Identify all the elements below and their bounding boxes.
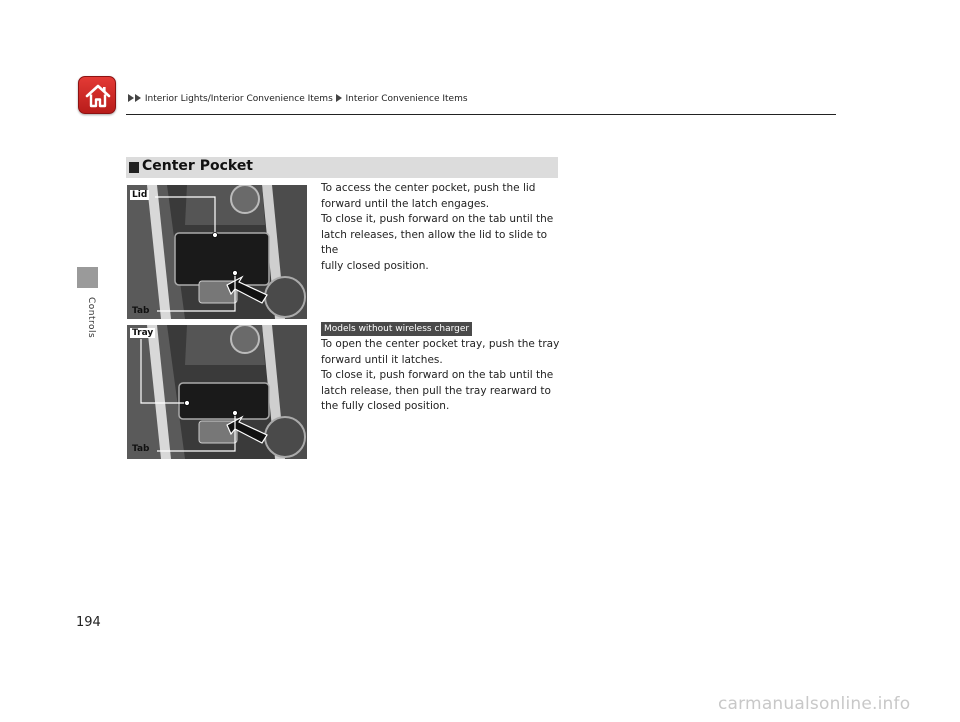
chapter-label: Controls [86, 297, 96, 339]
home-icon [84, 82, 112, 110]
watermark: carmanualsonline.info [718, 694, 911, 714]
triangle-right-icon [128, 94, 134, 102]
breadcrumb-current[interactable]: Interior Convenience Items [345, 94, 468, 104]
header-divider [126, 114, 836, 115]
page-number: 194 [76, 615, 101, 630]
center-pocket-lid-photo [127, 185, 307, 319]
text-line: forward until the latch engages. [321, 197, 490, 210]
text-line: forward until it latches. [321, 353, 443, 366]
text-line: To close it, push forward on the tab until the [321, 213, 554, 226]
triangle-right-icon [336, 94, 342, 102]
center-pocket-tray-photo [127, 325, 307, 459]
text-line: latch release, then pull the tray rearward to [321, 384, 551, 397]
tray-instructions [321, 337, 561, 415]
figure-label-tab: Tab [132, 444, 150, 454]
section-heading [126, 157, 558, 178]
figure-label-lid: Lid [132, 190, 148, 200]
triangle-right-icon [135, 94, 141, 102]
text-line: fully closed position. [321, 259, 429, 272]
breadcrumb-link-interior-lights[interactable]: Interior Lights/Interior Convenience Items [144, 94, 333, 104]
home-button[interactable] [78, 76, 116, 114]
breadcrumb [128, 94, 468, 104]
lid-instructions [321, 181, 561, 275]
model-tag: Models without wireless charger [321, 322, 472, 336]
figure-label-tray: Tray [132, 328, 154, 338]
text-line: the fully closed position. [321, 400, 450, 413]
text-line: latch releases, then allow the lid to slide to the [321, 228, 548, 257]
chapter-tab-marker[interactable] [77, 267, 98, 288]
text-line: To open the center pocket tray, push the tray [321, 338, 560, 350]
figure-label-tab: Tab [132, 306, 150, 316]
text-line: To access the center pocket, push the lid [321, 182, 536, 194]
text-line: To close it, push forward on the tab until the [321, 369, 554, 382]
section-title: Center Pocket [142, 158, 254, 174]
square-bullet-icon [129, 162, 139, 173]
